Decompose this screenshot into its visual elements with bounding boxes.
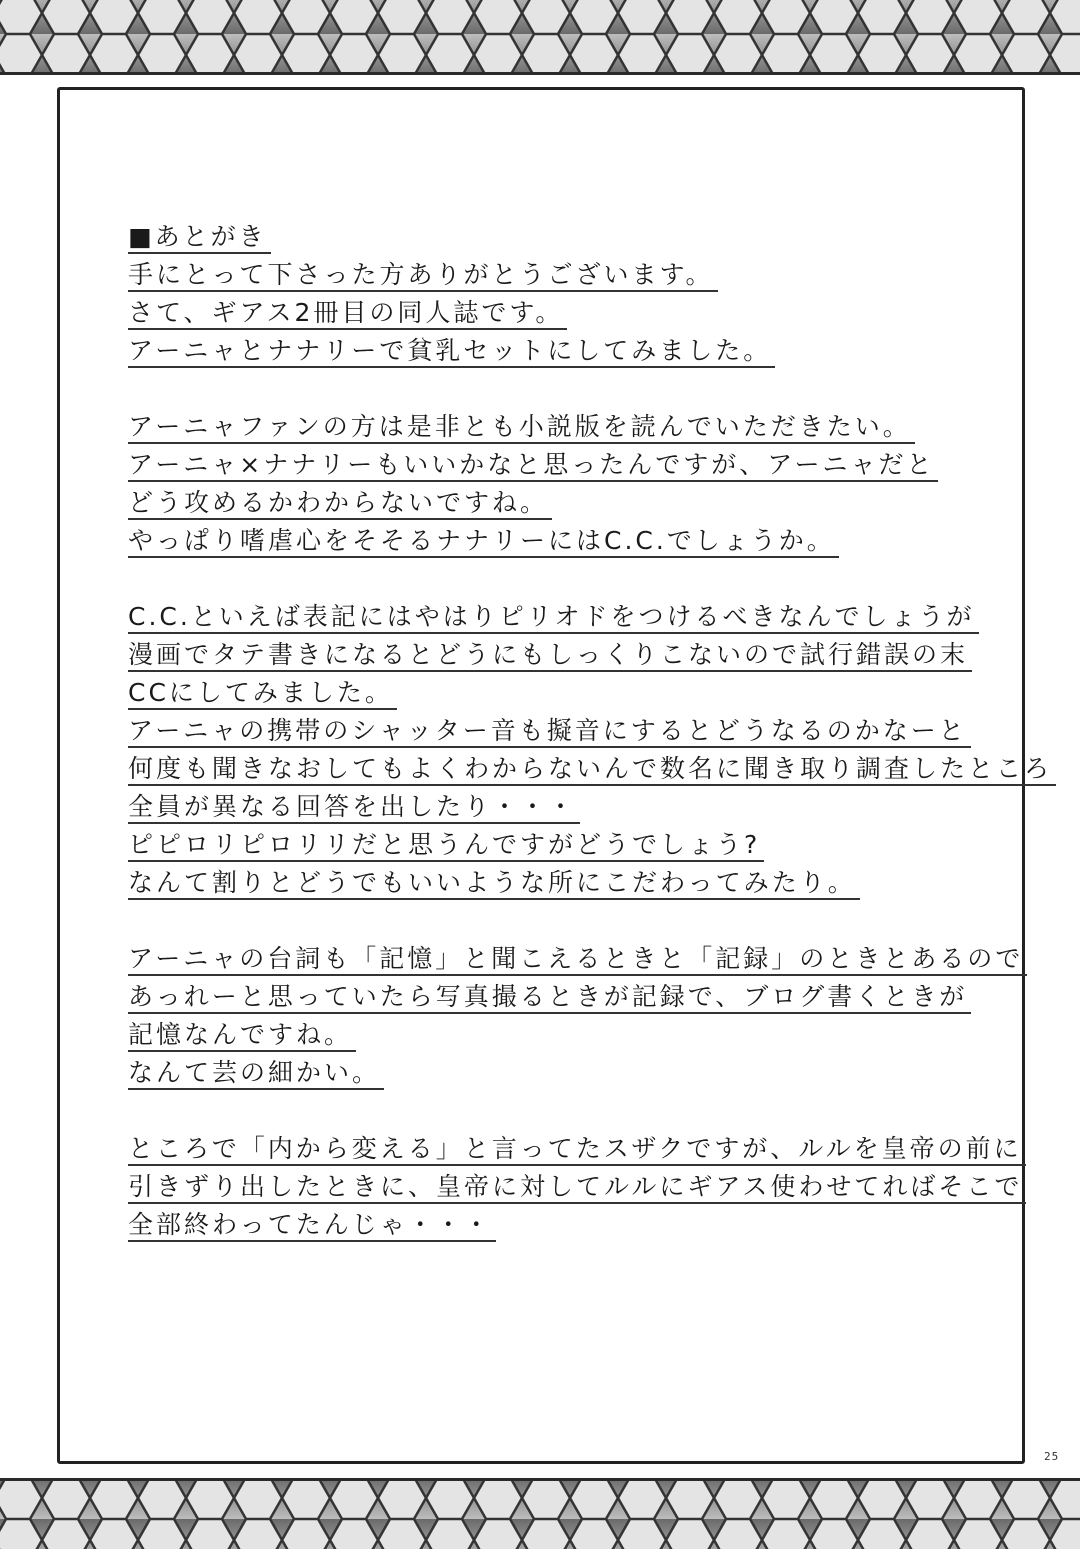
text-line: やっぱり嗜虐心をそそるナナリーにはC.C.でしょうか。 — [128, 522, 988, 560]
text-line: 何度も聞きなおしてもよくわからないんで数名に聞き取り調査したところ — [128, 750, 988, 788]
text-line: なんて芸の細かい。 — [128, 1054, 988, 1092]
text-line: 記憶なんですね。 — [128, 1016, 988, 1054]
page-number: 25 — [1044, 1450, 1060, 1463]
hex-pattern-icon — [0, 0, 1080, 74]
text-line: なんて割りとどうでもいいような所にこだわってみたり。 — [128, 864, 988, 902]
hex-pattern-icon — [0, 1481, 1080, 1549]
text-line: アーニャファンの方は是非とも小説版を読んでいただきたい。 — [128, 408, 988, 446]
text-line: さて、ギアス2冊目の同人誌です。 — [128, 294, 988, 332]
text-line: どう攻めるかわからないですね。 — [128, 484, 988, 522]
text-line: 手にとって下さった方ありがとうございます。 — [128, 256, 988, 294]
text-line: ピピロリピロリリだと思うんですがどうでしょう? — [128, 826, 988, 864]
text-line: C.C.といえば表記にはやはりピリオドをつけるべきなんでしょうが — [128, 598, 988, 636]
text-line: 漫画でタテ書きになるとどうにもしっくりこないので試行錯誤の末 — [128, 636, 988, 674]
afterword-text — [128, 218, 1053, 1244]
text-line: 全部終わってたんじゃ・・・ — [128, 1206, 988, 1244]
top-hex-pattern-band — [0, 0, 1080, 74]
text-line: アーニャの携帯のシャッター音も擬音にするとどうなるのかなーと — [128, 712, 988, 750]
text-line: アーニャ×ナナリーもいいかなと思ったんですが、アーニャだと — [128, 446, 988, 484]
text-line: CCにしてみました。 — [128, 674, 988, 712]
text-line: 引きずり出したときに、皇帝に対してルルにギアス使わせてればそこで — [128, 1168, 988, 1206]
text-line: あっれーと思っていたら写真撮るときが記録で、ブログ書くときが — [128, 978, 988, 1016]
text-line: アーニャの台詞も「記憶」と聞こえるときと「記録」のときとあるので — [128, 940, 988, 978]
afterword-heading: ■あとがき — [128, 218, 988, 256]
bottom-hex-pattern-band — [0, 1481, 1080, 1549]
text-line: アーニャとナナリーで貧乳セットにしてみました。 — [128, 332, 988, 370]
text-line: ところで「内から変える」と言ってたスザクですが、ルルを皇帝の前に — [128, 1130, 988, 1168]
text-line: 全員が異なる回答を出したり・・・ — [128, 788, 988, 826]
top-band-border — [0, 72, 1080, 75]
